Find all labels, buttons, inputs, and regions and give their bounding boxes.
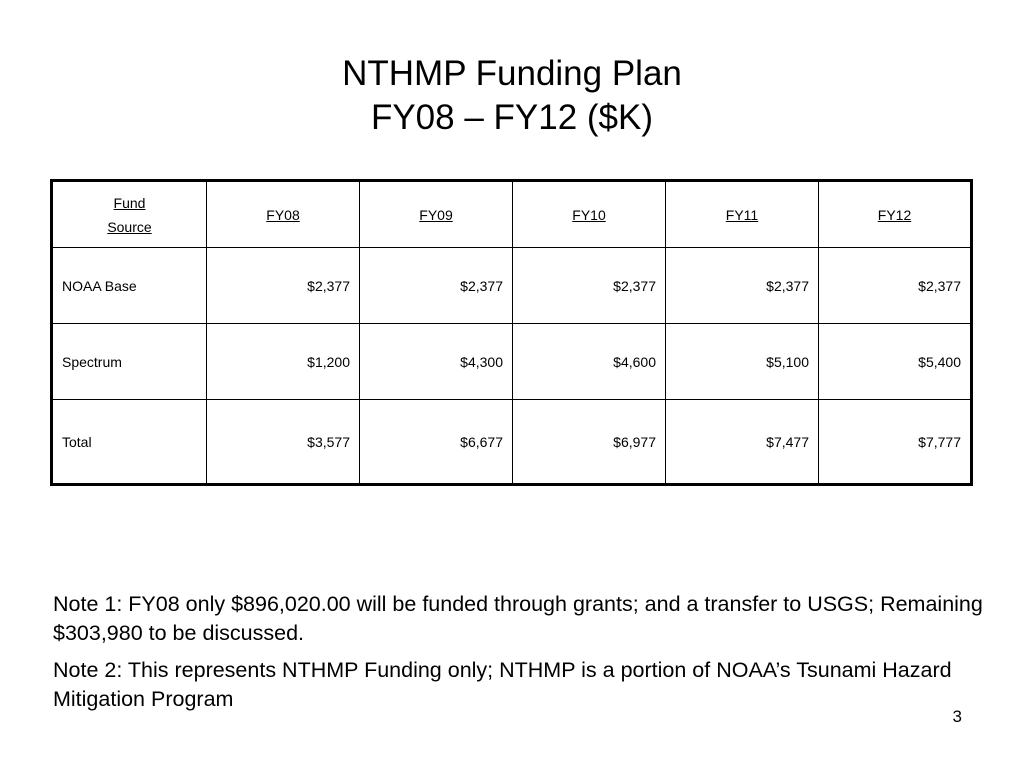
slide-title xyxy=(0,52,1024,140)
cell-value: $4,300 xyxy=(360,324,513,400)
cell-value: $5,400 xyxy=(819,324,972,400)
header-fy10: FY10 xyxy=(513,181,666,248)
row-label: Total xyxy=(52,400,207,485)
title-line-1: NTHMP Funding Plan xyxy=(342,54,682,93)
cell-value: $5,100 xyxy=(666,324,819,400)
table-row xyxy=(52,324,972,400)
table-row xyxy=(52,400,972,485)
cell-value: $4,600 xyxy=(513,324,666,400)
cell-value: $1,200 xyxy=(207,324,360,400)
title-line-2: FY08 – FY12 ($K) xyxy=(370,98,654,137)
row-label: Spectrum xyxy=(52,324,207,400)
table-header-row xyxy=(52,181,972,248)
cell-value: $2,377 xyxy=(360,248,513,324)
funding-table xyxy=(50,179,973,486)
note-2: Note 2: This represents NTHMP Funding only; NTHMP is a portion of NOAA’s Tsunami Hazard Mitigation Program xyxy=(53,658,952,711)
notes xyxy=(53,590,983,722)
header-fy08: FY08 xyxy=(207,181,360,248)
table-row xyxy=(52,248,972,324)
header-fund-source: Fund Source xyxy=(52,181,207,248)
cell-value: $2,377 xyxy=(207,248,360,324)
cell-value: $2,377 xyxy=(666,248,819,324)
cell-value: $3,577 xyxy=(207,400,360,485)
cell-value: $6,677 xyxy=(360,400,513,485)
header-fy11: FY11 xyxy=(666,181,819,248)
cell-value: $2,377 xyxy=(819,248,972,324)
cell-value: $2,377 xyxy=(513,248,666,324)
cell-value: $6,977 xyxy=(513,400,666,485)
page-number: 3 xyxy=(952,707,962,726)
note-1: Note 1: FY08 only $896,020.00 will be funded through grants; and a transfer to USGS; Remaining $303,980 to be discussed. xyxy=(53,592,983,645)
row-label: NOAA Base xyxy=(52,248,207,324)
header-fy12: FY12 xyxy=(819,181,972,248)
header-fy09: FY09 xyxy=(360,181,513,248)
cell-value: $7,477 xyxy=(666,400,819,485)
cell-value: $7,777 xyxy=(819,400,972,485)
